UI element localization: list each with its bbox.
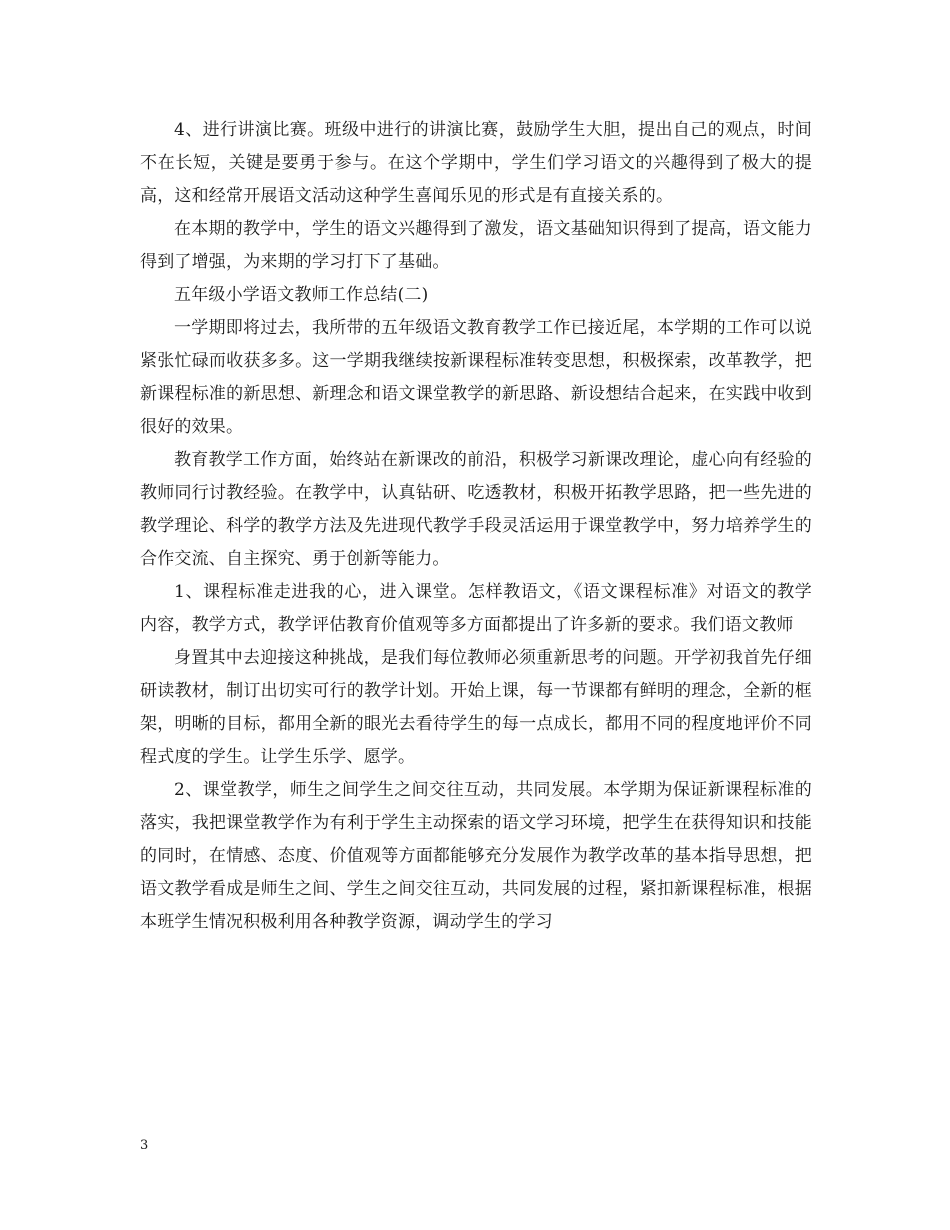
section-heading: 五年级小学语文教师工作总结(二) — [174, 285, 429, 305]
paragraph-intro: 一学期即将过去，我所带的五年级语文教育教学工作已接近尾，本学期的工作可以说紧张忙碌而收获多多。这一学期我继续按新课程标准转变思想，积极探索，改革教学，把新课程标准的新思想、新理念和语文课堂教学的新思路、新设想结合起来，在实践中收到很好的效果。 — [140, 318, 812, 437]
paragraph-curriculum-standard: 1、课程标准走进我的心，进入课堂。怎样教语文，《语文课程标准》对语文的教学内容，教学方式，教学评估教育价值观等多方面都提出了许多新的要求。我们语文教师 — [140, 582, 812, 635]
paragraph-term-summary: 在本期的教学中，学生的语文兴趣得到了激发，语文基础知识得到了提高，语文能力得到了增强，为来期的学习打下了基础。 — [140, 219, 812, 272]
page-body — [140, 114, 812, 939]
paragraph-speech-contest: 4、进行讲演比赛。班级中进行的讲演比赛，鼓励学生大胆，提出自己的观点，时间不在长短，关键是要勇于参与。在这个学期中，学生们学习语文的兴趣得到了极大的提高，这和经常开展语文活动这种学生喜闻乐见的形式是有直接关系的。 — [140, 120, 812, 206]
paragraph-teaching-work: 教育教学工作方面，始终站在新课改的前沿，积极学习新课改理论，虚心向有经验的教师同行讨教经验。在教学中，认真钻研、吃透教材，积极开拓教学思路，把一些先进的教学理论、科学的教学方法及先进现代教学手段灵活运用于课堂教学中，努力培养学生的合作交流、自主探究、勇于创新等能力。 — [140, 450, 812, 569]
page-number: 3 — [140, 1138, 149, 1153]
paragraph-classroom-teaching: 2、课堂教学，师生之间学生之间交往互动，共同发展。本学期为保证新课程标准的落实，我把课堂教学作为有利于学生主动探索的语文学习环境，把学生在获得知识和技能的同时，在情感、态度、价值观等方面都能够充分发展作为教学改革的基本指导思想，把语文教学看成是师生之间、学生之间交往互动，共同发展的过程，紧扣新课程标准，根据本班学生情况积极利用各种教学资源，调动学生的学习 — [140, 780, 812, 932]
paragraph-challenge: 身置其中去迎接这种挑战，是我们每位教师必须重新思考的问题。开学初我首先仔细研读教材，制订出切实可行的教学计划。开始上课，每一节课都有鲜明的理念，全新的框架，明晰的目标，都用全新的眼光去看待学生的每一点成长，都用不同的程度地评价不同程式度的学生。让学生乐学、愿学。 — [140, 648, 812, 767]
